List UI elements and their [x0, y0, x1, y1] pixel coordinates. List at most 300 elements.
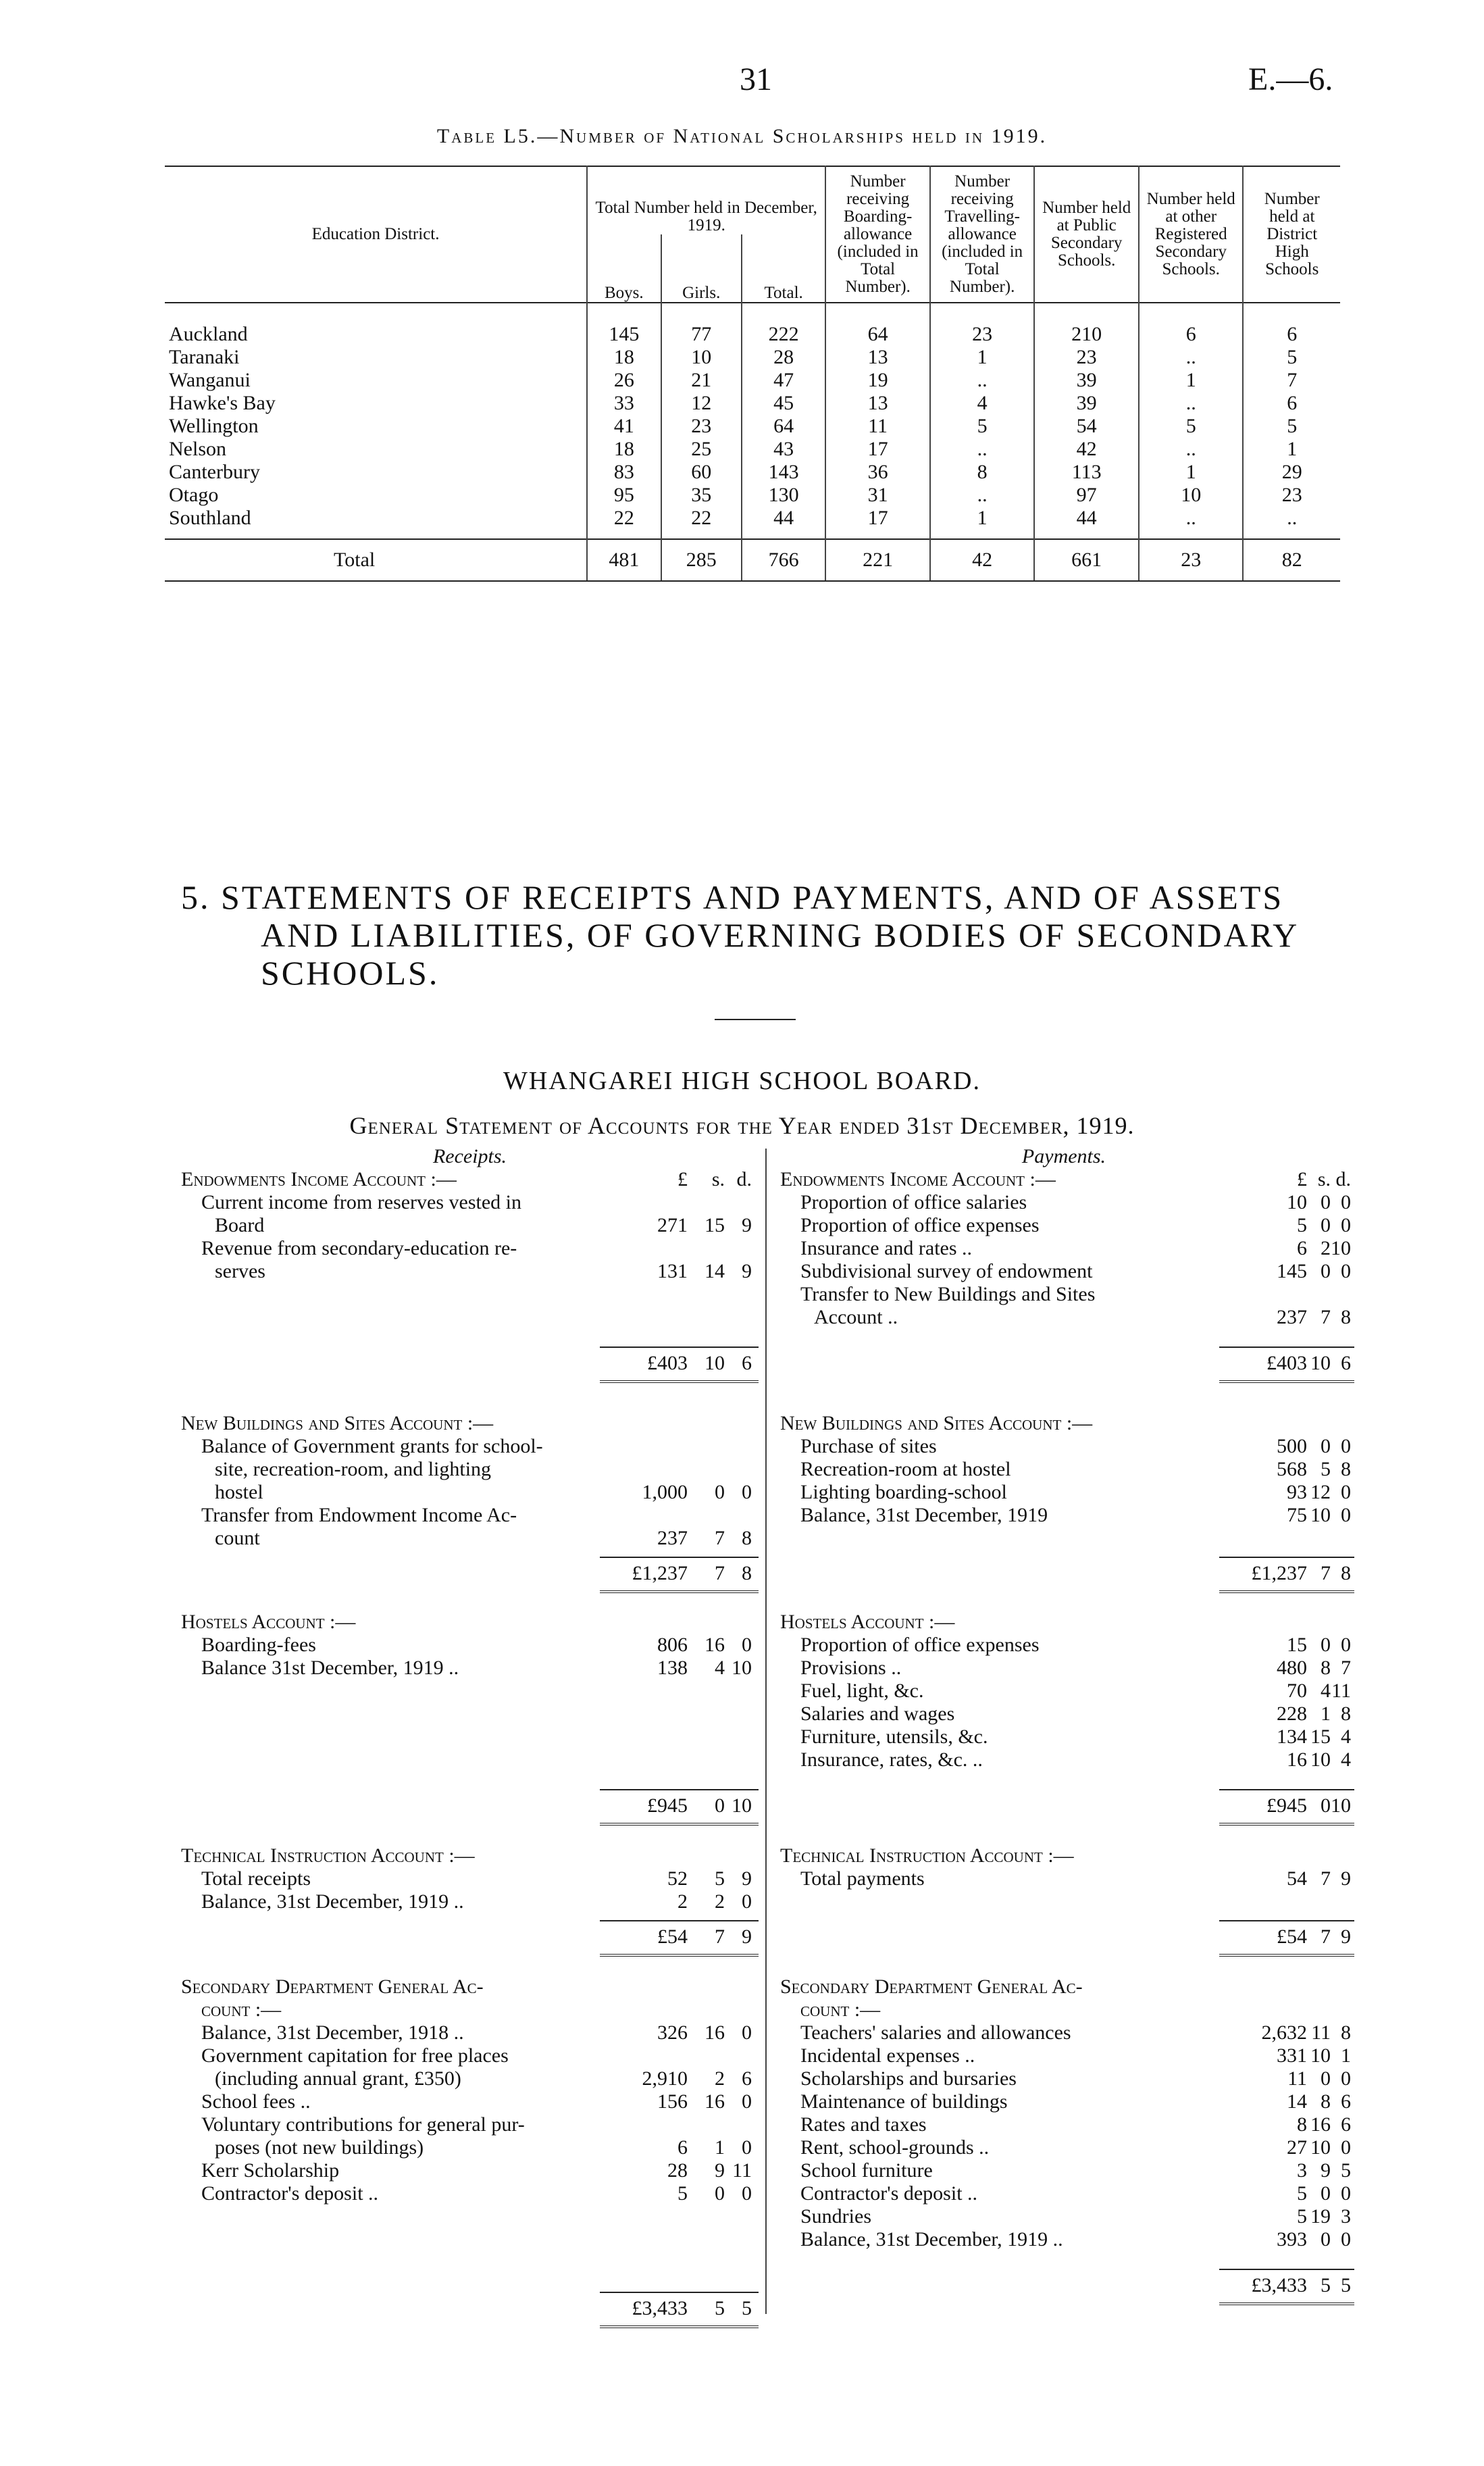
- pence-value: 8: [742, 1527, 752, 1549]
- other-cell: ..: [1139, 507, 1244, 530]
- pounds-value: 2: [677, 1890, 688, 1913]
- other-cell: ..: [1139, 346, 1244, 369]
- pounds-value: 3: [1297, 2159, 1307, 2182]
- account-line: [780, 1214, 1351, 1237]
- line-label: Maintenance of buildings: [800, 2090, 1008, 2113]
- pounds-value: 500: [1277, 1435, 1307, 1457]
- line-label: Hostels Account :—: [780, 1611, 955, 1633]
- account-heading: [181, 1611, 759, 1634]
- divider: [715, 1019, 796, 1020]
- pounds-value: £: [677, 1168, 688, 1190]
- line-label: Incidental expenses ..: [800, 2044, 975, 2067]
- other-cell: 1: [1139, 369, 1244, 392]
- total-cell: 130: [742, 484, 825, 507]
- account-line: [780, 2159, 1351, 2182]
- line-label: Government capitation for free places: [201, 2044, 509, 2067]
- public-cell: 661: [1034, 539, 1139, 581]
- pounds-value: 5: [1297, 2205, 1307, 2228]
- other-cell: 6: [1139, 323, 1244, 346]
- district-cell: Wellington: [169, 415, 259, 437]
- account-line: [181, 1435, 759, 1458]
- shillings-value: 4: [1321, 1680, 1331, 1702]
- line-label: Secondary Department General Ac-: [780, 1976, 1083, 1998]
- board-name: WHANGAREI HIGH SCHOOL BOARD.: [503, 1067, 981, 1095]
- shillings-value: 0: [1321, 1214, 1331, 1236]
- spacer: [181, 2205, 759, 2297]
- pounds-value: 16: [1287, 1748, 1307, 1771]
- shillings-value: 8: [1321, 1657, 1331, 1679]
- district-cell: Hawke's Bay: [169, 392, 276, 414]
- pounds-value: 5: [1297, 2182, 1307, 2205]
- dhs-cell: ..: [1243, 507, 1340, 530]
- line-label: Proportion of office salaries: [800, 1191, 1027, 1213]
- shillings-value: 11: [1311, 2021, 1331, 2044]
- boys-cell: 22: [587, 507, 661, 530]
- dhs-cell: 23: [1243, 484, 1340, 507]
- account-line: [780, 1481, 1351, 1504]
- pence-value: d.: [1335, 1168, 1351, 1190]
- district-cell: Southland: [169, 507, 251, 529]
- pounds-value: 11: [1287, 2067, 1307, 2090]
- account-total: [181, 2297, 759, 2320]
- shillings-value: 15: [705, 1214, 725, 1236]
- pounds-value: 1,000: [642, 1481, 688, 1503]
- total-rule: [600, 1347, 759, 1383]
- shillings-value: 10: [1310, 2136, 1331, 2159]
- pence-value: 9: [742, 1260, 752, 1282]
- girls-cell: 77: [661, 323, 742, 346]
- pence-value: 5: [1341, 2274, 1351, 2296]
- line-label: Board: [215, 1214, 265, 1236]
- pounds-value: 2,632: [1261, 2021, 1307, 2044]
- pounds-value: 5: [1297, 1214, 1307, 1236]
- public-cell: 44: [1034, 507, 1139, 530]
- line-label: poses (not new buildings): [215, 2136, 424, 2159]
- total-cell: 44: [742, 507, 825, 530]
- shillings-value: 14: [705, 1260, 725, 1282]
- total-rule: [1219, 1920, 1354, 1957]
- line-label: Provisions ..: [800, 1657, 902, 1679]
- account-line: [181, 2159, 759, 2182]
- boarding-cell: 19: [825, 369, 930, 392]
- pounds-value: £54: [1277, 1926, 1307, 1948]
- shillings-value: 10: [1310, 1748, 1331, 1771]
- shillings-value: 16: [705, 1634, 725, 1656]
- shillings-value: 10: [1310, 1504, 1331, 1526]
- table-row: [165, 484, 1340, 507]
- pence-value: 6: [1341, 2113, 1351, 2136]
- pounds-value: 15: [1287, 1634, 1307, 1656]
- pence-value: 9: [742, 1214, 752, 1236]
- account-total: [181, 1562, 759, 1585]
- girls-cell: 60: [661, 461, 742, 484]
- pence-value: 0: [742, 2136, 752, 2159]
- boarding-cell: 221: [825, 539, 930, 581]
- account-line: [780, 2228, 1351, 2251]
- dhs-cell: 5: [1243, 415, 1340, 438]
- account-line: [780, 1260, 1351, 1283]
- pence-value: 5: [1341, 2159, 1351, 2182]
- line-label: Rates and taxes: [800, 2113, 927, 2136]
- account-line: [181, 2113, 759, 2136]
- line-label: Balance of Government grants for school-: [201, 1435, 543, 1457]
- pence-value: 0: [1341, 2067, 1351, 2090]
- total-cell: 766: [742, 539, 825, 581]
- pence-value: 9: [1341, 1926, 1351, 1948]
- pounds-value: £1,237: [1251, 1562, 1307, 1584]
- pence-value: 0: [1341, 1191, 1351, 1213]
- line-label: Balance, 31st December, 1919: [800, 1504, 1048, 1526]
- shillings-value: 0: [1321, 2182, 1331, 2205]
- account-total: [780, 1926, 1351, 1948]
- account-heading: [780, 1412, 1348, 1435]
- account-line: [780, 1237, 1351, 1260]
- pounds-value: £1,237: [632, 1562, 688, 1584]
- line-label: count: [215, 1527, 260, 1549]
- district-cell: Wanganui: [169, 369, 251, 391]
- pounds-value: 228: [1277, 1703, 1307, 1725]
- pence-value: 0: [1341, 2182, 1351, 2205]
- pounds-value: 93: [1287, 1481, 1307, 1503]
- account-line: [780, 1283, 1348, 1306]
- pounds-value: 52: [667, 1867, 688, 1890]
- pounds-value: 10: [1287, 1191, 1307, 1213]
- statement-title: General Statement of Accounts for the Year ended 31st December, 1919.: [349, 1112, 1135, 1139]
- pence-value: 9: [742, 1926, 752, 1948]
- account-line: [780, 2021, 1351, 2044]
- shillings-value: 0: [1321, 1435, 1331, 1457]
- account-line: [780, 2067, 1351, 2090]
- pence-value: 0: [742, 1634, 752, 1656]
- spacer-row: [165, 530, 1340, 539]
- pence-value: 0: [1341, 1435, 1351, 1457]
- pounds-value: £54: [657, 1926, 688, 1948]
- dhs-cell: 1: [1243, 438, 1340, 461]
- dhs-cell: 6: [1243, 323, 1340, 346]
- line-label: Proportion of office expenses: [800, 1634, 1040, 1656]
- pence-value: 0: [742, 1890, 752, 1913]
- line-label: Voluntary contributions for general pur-: [201, 2113, 525, 2136]
- pence-value: 4: [1341, 1726, 1351, 1748]
- account-line: [780, 1306, 1351, 1329]
- public-cell: 39: [1034, 392, 1139, 415]
- col-girls: Girls.: [661, 234, 742, 303]
- line-label: Transfer from Endowment Income Ac-: [201, 1504, 517, 1526]
- pounds-value: 156: [657, 2090, 688, 2113]
- account-line: [780, 1998, 1348, 2021]
- line-label: Current income from reserves vested in: [201, 1191, 522, 1213]
- shillings-value: 16: [705, 2021, 725, 2044]
- girls-cell: 35: [661, 484, 742, 507]
- line-label: Purchase of sites: [800, 1435, 937, 1457]
- boarding-cell: 17: [825, 438, 930, 461]
- line-label: Subdivisional survey of endowment: [800, 1260, 1093, 1282]
- account-line: [780, 1435, 1351, 1458]
- shillings-value: 0: [715, 1481, 725, 1503]
- page-number: 31: [740, 61, 772, 97]
- shillings-value: 5: [1321, 2274, 1331, 2296]
- shillings-value: 0: [1321, 1260, 1331, 1282]
- line-label: Contractor's deposit ..: [800, 2182, 978, 2205]
- travelling-cell: 5: [930, 415, 1035, 438]
- pounds-value: 568: [1277, 1458, 1307, 1480]
- line-label: serves: [215, 1260, 265, 1282]
- pence-value: 0: [742, 2182, 752, 2205]
- account-line: [780, 1867, 1351, 1890]
- account-line: [181, 1890, 759, 1913]
- line-label: School fees ..: [201, 2090, 311, 2113]
- boys-cell: 95: [587, 484, 661, 507]
- pence-value: 3: [1341, 2205, 1351, 2228]
- total-rule: [600, 1920, 759, 1957]
- shillings-value: 4: [715, 1657, 725, 1679]
- shillings-value: 0: [715, 2182, 725, 2205]
- section-heading: [181, 878, 1356, 992]
- pounds-value: £3,433: [632, 2297, 688, 2319]
- table-row: [165, 369, 1340, 392]
- line-label: Scholarships and bursaries: [800, 2067, 1017, 2090]
- line-label: Contractor's deposit ..: [201, 2182, 379, 2205]
- total-rule: [600, 2292, 759, 2328]
- pence-value: 0: [742, 2090, 752, 2113]
- account-line: [181, 1237, 759, 1260]
- table-row: [165, 507, 1340, 530]
- pence-value: 10: [1331, 1237, 1351, 1259]
- pounds-value: £: [1297, 1168, 1307, 1190]
- pounds-value: 237: [1277, 1306, 1307, 1328]
- line-label: Recreation-room at hostel: [800, 1458, 1011, 1480]
- shillings-value: 10: [1310, 1352, 1331, 1374]
- pounds-value: 6: [677, 2136, 688, 2159]
- line-label: New Buildings and Sites Account :—: [780, 1412, 1093, 1434]
- boarding-cell: 11: [825, 415, 930, 438]
- total-rule: [1219, 1789, 1354, 1826]
- boys-cell: 33: [587, 392, 661, 415]
- pence-value: d.: [736, 1168, 752, 1190]
- pence-value: 0: [1341, 1504, 1351, 1526]
- line-label: Total receipts: [201, 1867, 311, 1890]
- col-district-high: Number held at District High Schools: [1243, 166, 1340, 303]
- account-line: [181, 2090, 759, 2113]
- line-label: Salaries and wages: [800, 1703, 955, 1725]
- pounds-value: 806: [657, 1634, 688, 1656]
- line-label: Insurance and rates ..: [800, 1237, 973, 1259]
- table-total-row: [165, 539, 1340, 581]
- shillings-value: 7: [715, 1527, 725, 1549]
- girls-cell: 22: [661, 507, 742, 530]
- shillings-value: 1: [715, 2136, 725, 2159]
- girls-cell: 21: [661, 369, 742, 392]
- line-label: Fuel, light, &c.: [800, 1680, 924, 1702]
- account-line: [181, 1458, 759, 1481]
- shillings-value: 10: [1310, 2044, 1331, 2067]
- pounds-value: 54: [1287, 1867, 1307, 1890]
- account-line: [181, 2021, 759, 2044]
- line-label: Hostels Account :—: [181, 1611, 356, 1633]
- boys-cell: 18: [587, 346, 661, 369]
- line-label: Transfer to New Buildings and Sites: [800, 1283, 1096, 1305]
- line-label: Revenue from secondary-education re-: [201, 1237, 517, 1259]
- account-line: [780, 1145, 1348, 1168]
- spacer-row: [165, 303, 1340, 323]
- boys-cell: 26: [587, 369, 661, 392]
- pounds-value: 14: [1287, 2090, 1307, 2113]
- boarding-cell: 31: [825, 484, 930, 507]
- line-label: Kerr Scholarship: [201, 2159, 340, 2182]
- pounds-value: 331: [1277, 2044, 1307, 2067]
- travelling-cell: ..: [930, 369, 1035, 392]
- line-label: Rent, school-grounds ..: [800, 2136, 990, 2159]
- boys-cell: 145: [587, 323, 661, 346]
- other-cell: 23: [1139, 539, 1244, 581]
- shillings-value: 7: [1321, 1562, 1331, 1584]
- account-line: [780, 2182, 1351, 2205]
- pence-value: 11: [1331, 1680, 1351, 1702]
- public-cell: 42: [1034, 438, 1139, 461]
- account-line: [181, 1634, 759, 1657]
- pounds-value: 138: [657, 1657, 688, 1679]
- account-line: [780, 2136, 1351, 2159]
- pounds-value: 28: [667, 2159, 688, 2182]
- pounds-value: £945: [647, 1794, 688, 1817]
- account-total: [780, 1352, 1351, 1375]
- account-line: [181, 1260, 759, 1283]
- account-line: [780, 1191, 1351, 1214]
- pounds-value: 145: [1277, 1260, 1307, 1282]
- line-label: (including annual grant, £350): [215, 2067, 461, 2090]
- boys-cell: 83: [587, 461, 661, 484]
- pence-value: 10: [1331, 1794, 1351, 1817]
- account-line: [780, 1634, 1351, 1657]
- receipts-column: [181, 1145, 759, 2320]
- account-line: [181, 1867, 759, 1890]
- pounds-value: £403: [1266, 1352, 1307, 1374]
- district-cell: Otago: [169, 484, 219, 506]
- line-label: Receipts.: [432, 1145, 507, 1167]
- col-district: Education District.: [311, 225, 440, 243]
- line-label: count :—: [201, 1998, 282, 2021]
- dhs-cell: 29: [1243, 461, 1340, 484]
- pounds-value: £3,433: [1251, 2274, 1307, 2296]
- spacer: [181, 1680, 759, 1794]
- pence-value: 6: [742, 1352, 752, 1374]
- table-row: [165, 461, 1340, 484]
- account-line: [181, 1191, 759, 1214]
- account-heading: [780, 1168, 1351, 1191]
- account-line: [780, 2113, 1351, 2136]
- account-line: [780, 2205, 1351, 2228]
- pence-value: 6: [1341, 1352, 1351, 1374]
- account-total: [181, 1926, 759, 1948]
- shillings-value: 0: [715, 1794, 725, 1817]
- account-total: [780, 1562, 1351, 1585]
- account-line: [780, 1680, 1351, 1703]
- total-rule: [1219, 2269, 1354, 2305]
- account-line: [780, 1657, 1351, 1680]
- account-total: [780, 2274, 1351, 2297]
- pence-value: 0: [1341, 2136, 1351, 2159]
- col-other: Number held at other Registered Secondary Schools.: [1139, 166, 1244, 303]
- other-cell: ..: [1139, 438, 1244, 461]
- account-line: [780, 1726, 1351, 1748]
- line-label: New Buildings and Sites Account :—: [181, 1412, 494, 1434]
- pounds-value: 27: [1287, 2136, 1307, 2159]
- account-total: [181, 1794, 759, 1817]
- other-cell: 5: [1139, 415, 1244, 438]
- shillings-value: 15: [1310, 1726, 1331, 1748]
- line-label: Balance, 31st December, 1919 ..: [800, 2228, 1063, 2250]
- col-boys: Boys.: [587, 234, 661, 303]
- pence-value: 10: [732, 1794, 752, 1817]
- account-line: [181, 1481, 759, 1504]
- shillings-value: 7: [1321, 1867, 1331, 1890]
- total-rule: [600, 1557, 759, 1593]
- pounds-value: 8: [1297, 2113, 1307, 2136]
- dhs-cell: 5: [1243, 346, 1340, 369]
- shillings-value: 8: [1321, 2090, 1331, 2113]
- pounds-value: 134: [1277, 1726, 1307, 1748]
- line-label: Endowments Income Account :—: [181, 1168, 457, 1190]
- line-label: Insurance, rates, &c. ..: [800, 1748, 983, 1771]
- pounds-value: 2,910: [642, 2067, 688, 2090]
- account-line: [181, 1998, 759, 2021]
- account-line: [780, 1748, 1351, 1771]
- account-line: [780, 1703, 1351, 1726]
- pence-value: 7: [1341, 1657, 1351, 1679]
- boarding-cell: 13: [825, 392, 930, 415]
- pence-value: 8: [1341, 2021, 1351, 2044]
- line-label: Technical Instruction Account :—: [780, 1844, 1074, 1867]
- line-label: site, recreation-room, and lighting: [215, 1458, 492, 1480]
- line-label: School furniture: [800, 2159, 933, 2182]
- shillings-value: 16: [1310, 2113, 1331, 2136]
- shillings-value: 2: [1321, 1237, 1331, 1259]
- district-cell: Auckland: [169, 323, 248, 345]
- district-cell: Taranaki: [169, 346, 240, 368]
- shillings-value: 7: [1321, 1926, 1331, 1948]
- account-heading: [780, 1844, 1348, 1867]
- travelling-cell: 8: [930, 461, 1035, 484]
- account-line: [181, 1657, 759, 1680]
- total-rule: [1219, 1347, 1354, 1383]
- public-cell: 39: [1034, 369, 1139, 392]
- boys-cell: 18: [587, 438, 661, 461]
- pence-value: 0: [1341, 2228, 1351, 2250]
- shillings-value: 7: [715, 1926, 725, 1948]
- pence-value: 10: [732, 1657, 752, 1679]
- line-label: Total payments: [800, 1867, 925, 1890]
- travelling-cell: 42: [930, 539, 1035, 581]
- other-cell: 1: [1139, 461, 1244, 484]
- shillings-value: 9: [1321, 2159, 1331, 2182]
- line-label: Payments.: [1021, 1145, 1106, 1167]
- girls-cell: 25: [661, 438, 742, 461]
- shillings-value: 0: [1321, 1634, 1331, 1656]
- line-label: Balance 31st December, 1919 ..: [201, 1657, 459, 1679]
- shillings-value: 5: [715, 1867, 725, 1890]
- account-heading: [181, 1976, 759, 1998]
- shillings-value: 5: [715, 2297, 725, 2319]
- shillings-value: 10: [705, 1352, 725, 1374]
- table-row: [165, 346, 1340, 369]
- col-group-total: Total Number held in December, 1919.: [587, 166, 825, 234]
- pounds-value: 75: [1287, 1504, 1307, 1526]
- pounds-value: 131: [657, 1260, 688, 1282]
- account-heading: [780, 1976, 1348, 1998]
- shillings-value: 0: [1321, 2228, 1331, 2250]
- pence-value: 5: [742, 2297, 752, 2319]
- district-cell: Canterbury: [169, 461, 260, 483]
